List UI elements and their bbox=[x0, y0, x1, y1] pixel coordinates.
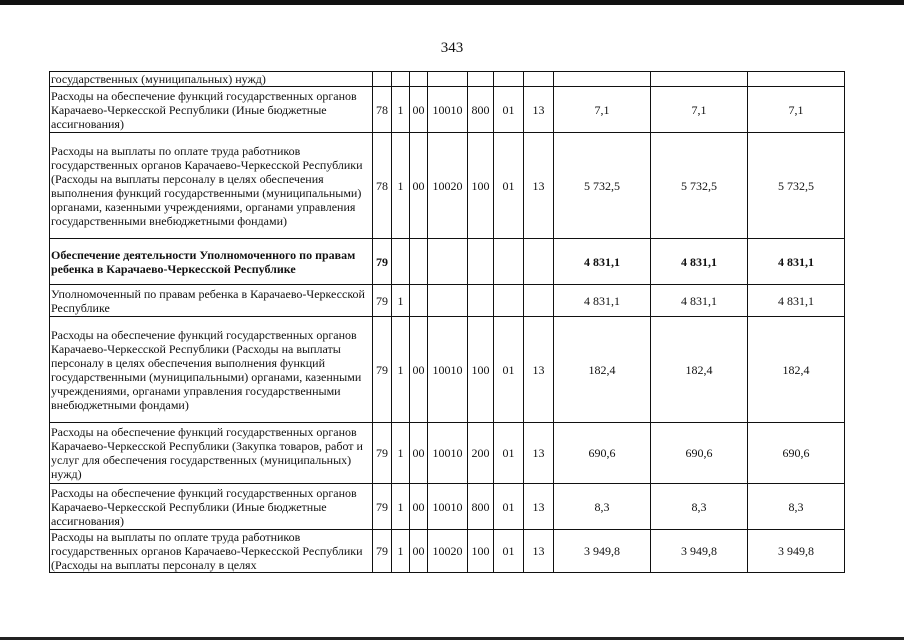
amount-cell: 5 732,5 bbox=[554, 133, 651, 239]
code-cell: 100 bbox=[468, 317, 494, 423]
code-cell: 78 bbox=[373, 133, 392, 239]
code-cell: 00 bbox=[410, 317, 428, 423]
code-cell bbox=[524, 72, 554, 87]
code-cell: 1 bbox=[392, 484, 410, 530]
description-cell: государственных (муниципальных) нужд) bbox=[50, 72, 373, 87]
table-row bbox=[50, 72, 845, 87]
code-cell: 10010 bbox=[428, 484, 468, 530]
amount-cell: 690,6 bbox=[748, 423, 845, 484]
code-cell: 01 bbox=[494, 484, 524, 530]
code-cell: 100 bbox=[468, 133, 494, 239]
budget-table bbox=[49, 71, 845, 573]
description-cell: Уполномоченный по правам ребенка в Карачаево-Черкесской Республике bbox=[50, 285, 373, 317]
amount-cell: 4 831,1 bbox=[554, 239, 651, 285]
code-cell bbox=[410, 285, 428, 317]
scan-top-edge bbox=[0, 0, 904, 5]
code-cell: 10020 bbox=[428, 133, 468, 239]
code-cell: 78 bbox=[373, 87, 392, 133]
code-cell: 79 bbox=[373, 530, 392, 573]
code-cell: 13 bbox=[524, 87, 554, 133]
code-cell: 1 bbox=[392, 317, 410, 423]
code-cell: 00 bbox=[410, 484, 428, 530]
amount-cell: 7,1 bbox=[651, 87, 748, 133]
code-cell: 01 bbox=[494, 133, 524, 239]
code-cell bbox=[468, 72, 494, 87]
amount-cell bbox=[554, 72, 651, 87]
amount-cell: 182,4 bbox=[554, 317, 651, 423]
code-cell: 79 bbox=[373, 423, 392, 484]
code-cell: 13 bbox=[524, 423, 554, 484]
code-cell bbox=[524, 239, 554, 285]
code-cell bbox=[392, 72, 410, 87]
code-cell: 1 bbox=[392, 423, 410, 484]
code-cell bbox=[428, 239, 468, 285]
amount-cell: 690,6 bbox=[554, 423, 651, 484]
code-cell bbox=[410, 239, 428, 285]
amount-cell: 5 732,5 bbox=[748, 133, 845, 239]
code-cell: 00 bbox=[410, 87, 428, 133]
code-cell bbox=[494, 239, 524, 285]
description-cell: Расходы на обеспечение функций государственных органов Карачаево-Черкесской Республики (Иные бюджетные ассигнования) bbox=[50, 484, 373, 530]
amount-cell: 3 949,8 bbox=[554, 530, 651, 573]
code-cell: 1 bbox=[392, 285, 410, 317]
code-cell bbox=[428, 72, 468, 87]
code-cell: 1 bbox=[392, 87, 410, 133]
code-cell: 10020 bbox=[428, 530, 468, 573]
code-cell: 01 bbox=[494, 423, 524, 484]
code-cell: 79 bbox=[373, 285, 392, 317]
code-cell: 13 bbox=[524, 484, 554, 530]
amount-cell: 3 949,8 bbox=[748, 530, 845, 573]
code-cell bbox=[494, 285, 524, 317]
code-cell: 01 bbox=[494, 530, 524, 573]
code-cell bbox=[373, 72, 392, 87]
table-row bbox=[50, 317, 845, 423]
code-cell: 1 bbox=[392, 530, 410, 573]
code-cell: 10010 bbox=[428, 423, 468, 484]
description-cell: Расходы на обеспечение функций государственных органов Карачаево-Черкесской Республики (Закупка товаров, работ и услуг для обеспечения государственных (муниципальных) нужд) bbox=[50, 423, 373, 484]
code-cell bbox=[524, 285, 554, 317]
code-cell: 200 bbox=[468, 423, 494, 484]
code-cell bbox=[428, 285, 468, 317]
amount-cell: 4 831,1 bbox=[651, 285, 748, 317]
page-number: 343 bbox=[440, 40, 464, 56]
code-cell bbox=[468, 239, 494, 285]
code-cell: 800 bbox=[468, 484, 494, 530]
amount-cell: 182,4 bbox=[651, 317, 748, 423]
code-cell: 01 bbox=[494, 87, 524, 133]
code-cell: 79 bbox=[373, 239, 392, 285]
amount-cell: 7,1 bbox=[748, 87, 845, 133]
code-cell bbox=[392, 239, 410, 285]
amount-cell bbox=[748, 72, 845, 87]
amount-cell: 182,4 bbox=[748, 317, 845, 423]
amount-cell: 8,3 bbox=[554, 484, 651, 530]
description-cell: Расходы на обеспечение функций государственных органов Карачаево-Черкесской Республики (Иные бюджетные ассигнования) bbox=[50, 87, 373, 133]
code-cell: 01 bbox=[494, 317, 524, 423]
code-cell: 1 bbox=[392, 133, 410, 239]
amount-cell: 5 732,5 bbox=[651, 133, 748, 239]
code-cell: 10010 bbox=[428, 87, 468, 133]
amount-cell: 690,6 bbox=[651, 423, 748, 484]
table-row bbox=[50, 133, 845, 239]
code-cell: 79 bbox=[373, 317, 392, 423]
code-cell: 13 bbox=[524, 133, 554, 239]
amount-cell: 8,3 bbox=[748, 484, 845, 530]
code-cell: 13 bbox=[524, 317, 554, 423]
description-cell: Расходы на выплаты по оплате труда работников государственных органов Карачаево-Черкесской Республики (Расходы на выплаты персоналу в целях bbox=[50, 530, 373, 573]
table-row bbox=[50, 285, 845, 317]
amount-cell: 8,3 bbox=[651, 484, 748, 530]
code-cell: 79 bbox=[373, 484, 392, 530]
description-cell: Обеспечение деятельности Уполномоченного по правам ребенка в Карачаево-Черкесской Республике bbox=[50, 239, 373, 285]
code-cell bbox=[494, 72, 524, 87]
table-row bbox=[50, 423, 845, 484]
description-cell: Расходы на обеспечение функций государственных органов Карачаево-Черкесской Республики (Расходы на выплаты персоналу в целях обеспечения выполнения функций государственными (муниципальными) органами, казенными учреждениями, органами управления государственными внебюджетными фондами) bbox=[50, 317, 373, 423]
amount-cell: 7,1 bbox=[554, 87, 651, 133]
description-cell: Расходы на выплаты по оплате труда работников государственных органов Карачаево-Черкесской Республики (Расходы на выплаты персоналу в целях обеспечения выполнения функций государственными (муниципальными) органами, казенными учреждениями, органами управления государственными внебюджетными фондами) bbox=[50, 133, 373, 239]
amount-cell: 4 831,1 bbox=[651, 239, 748, 285]
code-cell bbox=[410, 72, 428, 87]
code-cell bbox=[468, 285, 494, 317]
amount-cell: 4 831,1 bbox=[748, 285, 845, 317]
amount-cell: 4 831,1 bbox=[554, 285, 651, 317]
table-row bbox=[50, 484, 845, 530]
code-cell: 13 bbox=[524, 530, 554, 573]
amount-cell bbox=[651, 72, 748, 87]
code-cell: 10010 bbox=[428, 317, 468, 423]
table-body bbox=[50, 72, 845, 573]
code-cell: 800 bbox=[468, 87, 494, 133]
amount-cell: 3 949,8 bbox=[651, 530, 748, 573]
code-cell: 100 bbox=[468, 530, 494, 573]
code-cell: 00 bbox=[410, 423, 428, 484]
amount-cell: 4 831,1 bbox=[748, 239, 845, 285]
table-row bbox=[50, 87, 845, 133]
code-cell: 00 bbox=[410, 530, 428, 573]
table-row bbox=[50, 239, 845, 285]
code-cell: 00 bbox=[410, 133, 428, 239]
table-row bbox=[50, 530, 845, 573]
